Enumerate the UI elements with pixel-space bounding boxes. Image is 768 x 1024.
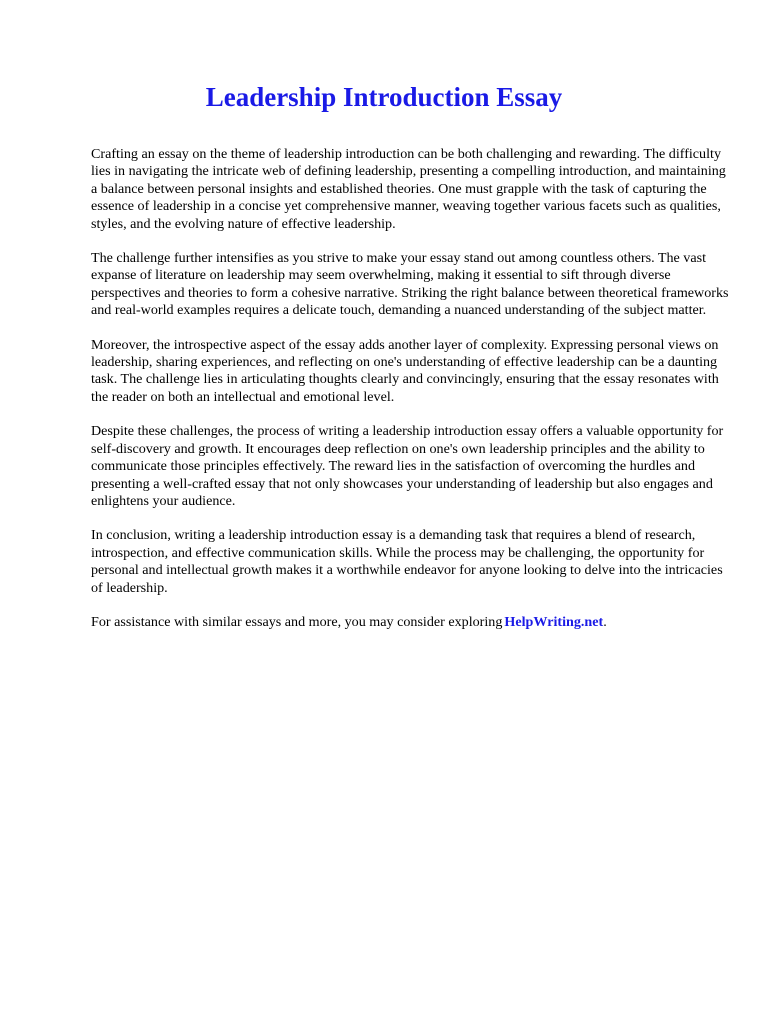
paragraph-4: Despite these challenges, the process of writing a leadership introduction essay offers a valuable opportunity for self-discovery and growth. It encourages deep reflection on one's own leadership principles and the ability to communicate those principles effectively. The reward lies in the satisfaction of overcoming the hurdles and presenting a well-crafted essay that not only showcases your understanding of leadership but also engages and enlightens your audience. — [91, 423, 724, 509]
helpwriting-link[interactable]: HelpWriting.net — [504, 613, 604, 630]
paragraph-3: Moreover, the introspective aspect of the essay adds another layer of complexity. Expressing personal views on leadership, sharing experiences, and reflecting on one's understanding of effective leadership can be a daunting task. The challenge lies in articulating thoughts clearly and convincingly, ensuring that the essay resonates with the reader on both an intellectual and emotional level. — [91, 336, 719, 405]
closing-paragraph — [91, 614, 731, 631]
paragraph-2: The challenge further intensifies as you strive to make your essay stand out among countless others. The vast expanse of literature on leadership may seem overwhelming, making it essential to sift through diverse perspectives and theories to form a cohesive narrative. Striking the right balance between theoretical frameworks and real-world examples requires a delicate touch, demanding a nuanced understanding of the subject matter. — [91, 250, 729, 319]
page-title: Leadership Introduction Essay — [205, 82, 563, 112]
essay-body — [91, 146, 731, 648]
paragraph-1: Crafting an essay on the theme of leadership introduction can be both challenging and rewarding. The difficulty lies in navigating the intricate web of defining leadership, presenting a compelling introduction, and maintaining a balance between personal insights and established theories. One must grapple with the task of capturing the essence of leadership in a concise yet comprehensive manner, weaving together various facets such as qualities, styles, and the evolving nature of effective leadership. — [91, 146, 726, 232]
closing-period: . — [603, 613, 607, 630]
closing-text: For assistance with similar essays and more, you may consider exploring — [91, 613, 503, 630]
paragraph-5: In conclusion, writing a leadership introduction essay is a demanding task that requires a blend of research, introspection, and effective communication skills. While the process may be challenging, the opportunity for personal and intellectual growth makes it a worthwhile endeavor for anyone looking to delve into the intricacies of leadership. — [91, 527, 723, 596]
